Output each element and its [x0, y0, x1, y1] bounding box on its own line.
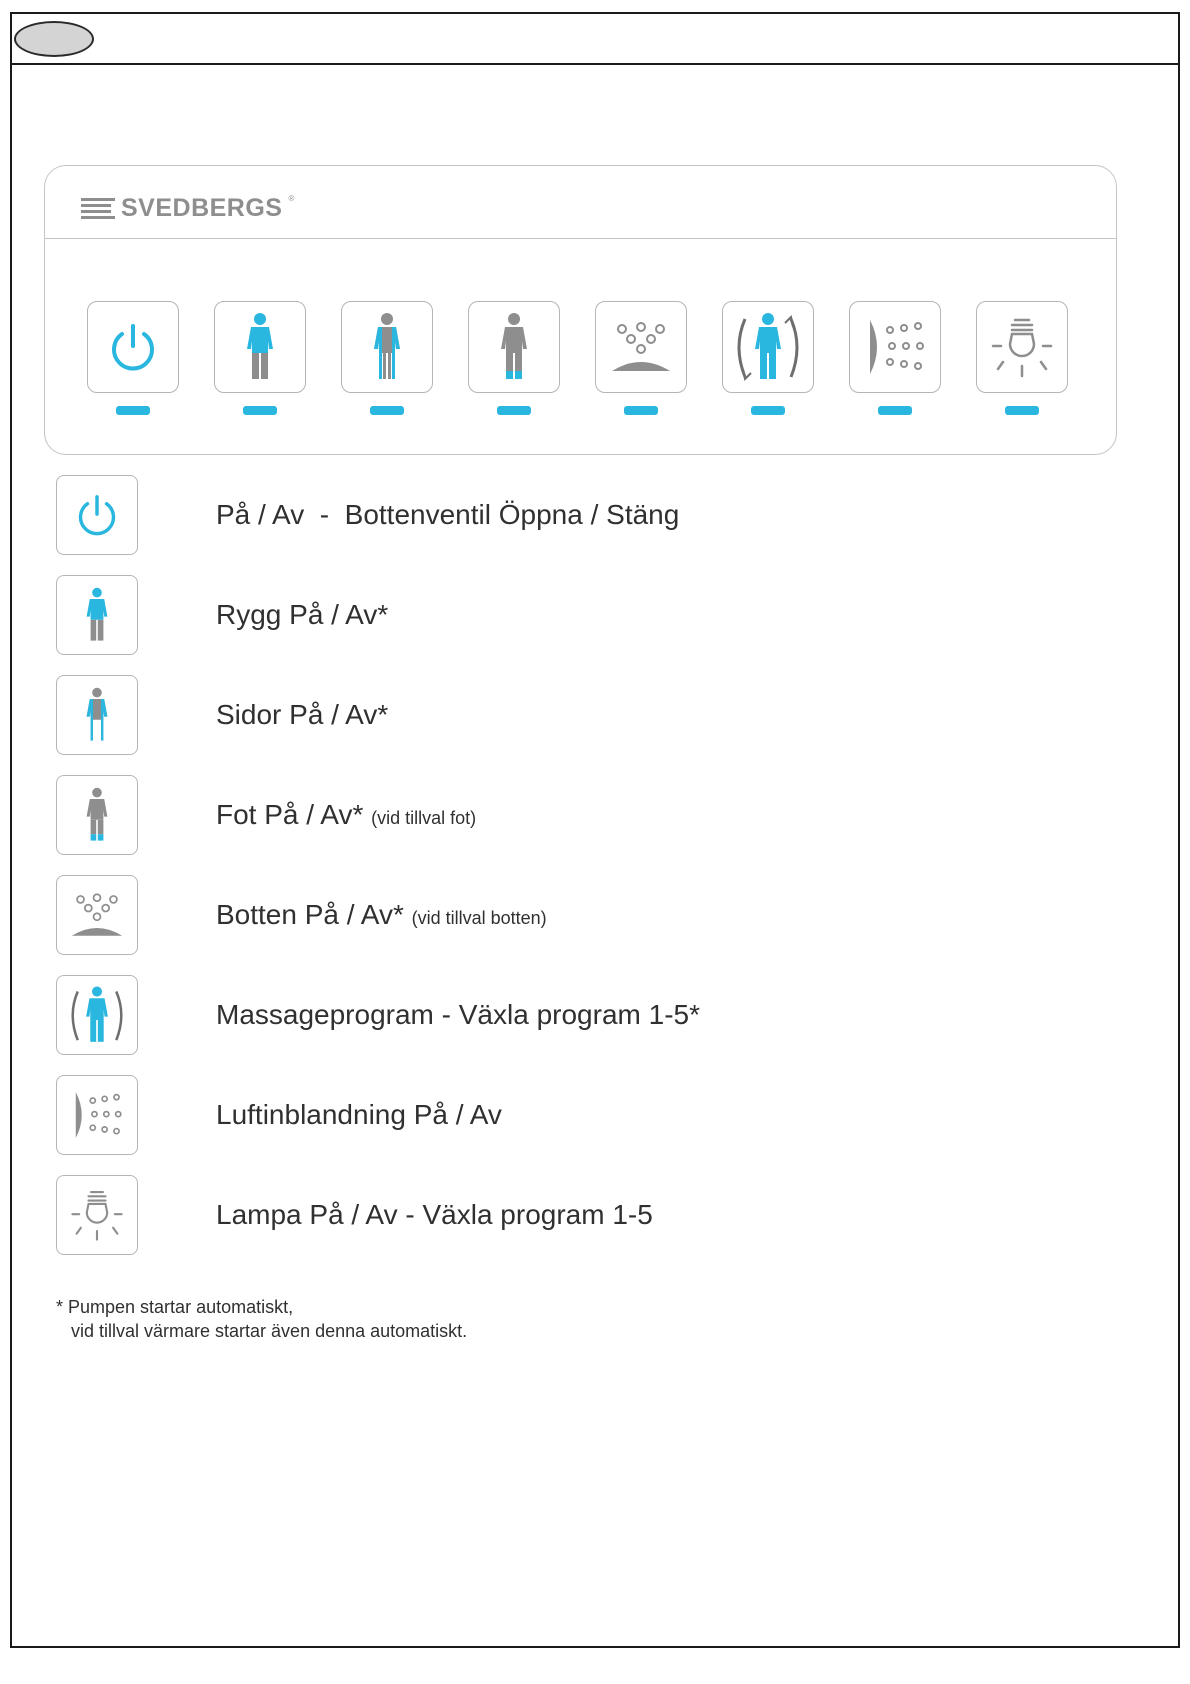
legend-icon-box — [56, 1175, 138, 1255]
legend-icon-box — [56, 675, 138, 755]
body-foot-icon — [73, 785, 121, 845]
legend-note: (vid tillval fot) — [371, 808, 477, 828]
power-icon — [71, 489, 123, 541]
legend-row-air — [56, 1075, 1056, 1155]
legend-label-text: Sidor På / Av* — [216, 699, 389, 730]
legend-label — [216, 675, 388, 755]
legend-row-power — [56, 475, 1056, 555]
legend-label — [216, 1175, 653, 1255]
panel-button-air[interactable] — [849, 301, 941, 393]
legend-note: (vid tillval botten) — [411, 908, 547, 928]
legend-icon-box — [56, 475, 138, 555]
panel-led-lamp — [1005, 406, 1039, 415]
legend-icon-box — [56, 975, 138, 1055]
body-back-icon — [73, 585, 121, 645]
legend-label — [216, 475, 679, 555]
panel-led-sides — [370, 406, 404, 415]
legend-icon-box — [56, 1075, 138, 1155]
panel-led-power — [116, 406, 150, 415]
brand-mark-icon — [81, 198, 115, 220]
panel-divider — [45, 238, 1116, 239]
panel-led-back — [243, 406, 277, 415]
footnote-line-2: vid tillval värmare startar även denna automatiskt. — [71, 1321, 468, 1341]
legend-icon-box — [56, 575, 138, 655]
footnote-line-1: * Pumpen startar automatiskt, — [56, 1297, 294, 1317]
lamp-icon — [69, 1187, 125, 1243]
brand-logo — [81, 194, 294, 223]
legend-label-text: På / Av - Bottenventil Öppna / Stäng — [216, 499, 680, 530]
legend-label-text: Massageprogram - Växla program 1-5* — [216, 999, 700, 1030]
air-mix-icon — [69, 1088, 125, 1142]
massage-program-icon — [66, 983, 128, 1047]
body-sides-icon — [73, 685, 121, 745]
panel-led-bottom — [624, 406, 658, 415]
panel-button-sides[interactable] — [341, 301, 433, 393]
legend-row-lamp — [56, 1175, 1056, 1255]
brand-name: SVEDBERGS — [121, 194, 283, 222]
legend-label-text: Fot På / Av* — [216, 799, 364, 830]
bottom-jets-icon — [608, 317, 674, 377]
brand-registered-mark: ® — [288, 194, 295, 203]
legend-label — [216, 775, 476, 855]
legend-row-back — [56, 575, 1056, 655]
power-icon — [103, 317, 163, 377]
body-foot-icon — [484, 311, 544, 383]
panel-button-lamp[interactable] — [976, 301, 1068, 393]
massage-program-icon — [731, 309, 805, 385]
panel-led-massage — [751, 406, 785, 415]
body-back-icon — [230, 311, 290, 383]
panel-button-massage[interactable] — [722, 301, 814, 393]
panel-button-power[interactable] — [87, 301, 179, 393]
body-sides-icon — [357, 311, 417, 383]
air-mix-icon — [862, 316, 928, 378]
panel-button-back[interactable] — [214, 301, 306, 393]
legend-label-text: Rygg På / Av* — [216, 599, 389, 630]
legend-row-sides — [56, 675, 1056, 755]
legend-label — [216, 875, 547, 955]
panel-button-bottom[interactable] — [595, 301, 687, 393]
legend-row-foot — [56, 775, 1056, 855]
legend-row-bottom — [56, 875, 1056, 955]
panel-led-foot — [497, 406, 531, 415]
legend-label — [216, 975, 700, 1055]
legend-icon-box — [56, 775, 138, 855]
legend-label-text: Luftinblandning På / Av — [216, 1099, 502, 1130]
legend-icon-box — [56, 875, 138, 955]
lamp-icon — [989, 314, 1055, 380]
control-panel — [44, 165, 1117, 455]
legend-label-text: Botten På / Av* — [216, 899, 404, 930]
footnote — [56, 1295, 467, 1343]
legend-row-massage — [56, 975, 1056, 1055]
panel-button-foot[interactable] — [468, 301, 560, 393]
legend-label-text: Lampa På / Av - Växla program 1-5 — [216, 1199, 653, 1230]
bottom-jets-icon — [68, 889, 126, 941]
page-number-oval — [14, 21, 94, 57]
panel-button-row — [87, 301, 1087, 421]
panel-led-air — [878, 406, 912, 415]
legend-label — [216, 1075, 502, 1155]
header-divider — [10, 63, 1180, 65]
legend-label — [216, 575, 388, 655]
